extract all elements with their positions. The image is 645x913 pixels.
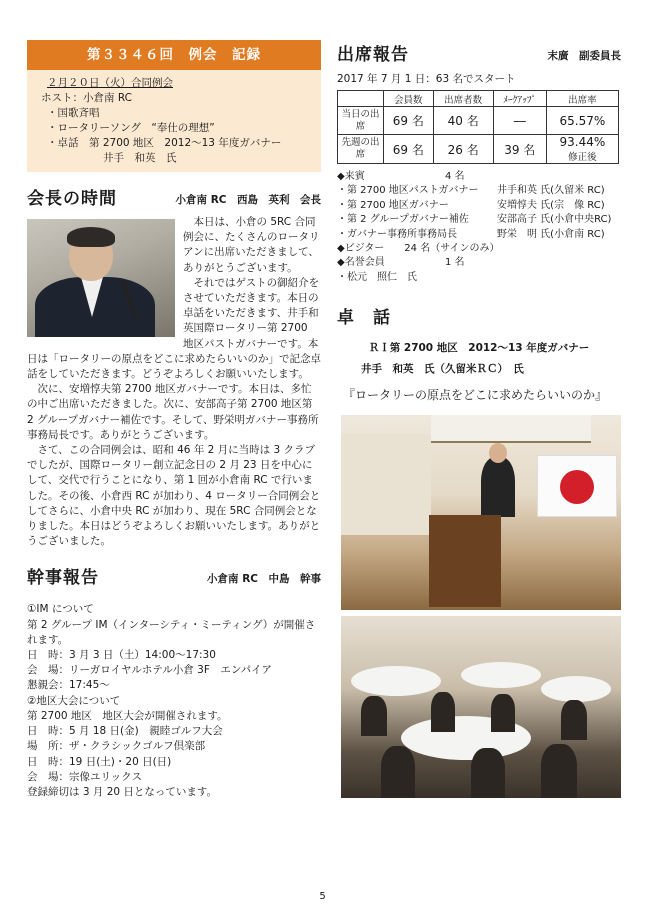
table-header: 出席率 — [546, 91, 618, 107]
guests-count: 4 名 — [445, 171, 465, 182]
rate-value: 93.44% — [559, 135, 606, 149]
guests-header: ◆来賓 — [337, 171, 365, 182]
secretary-byline: 小倉南 RC 中島 幹事 — [207, 573, 321, 586]
speech-photo — [341, 415, 621, 610]
makeup-cell: ― — [493, 107, 546, 135]
rate-cell: 65.57% — [546, 107, 618, 135]
table-header: ﾒｰｸｱｯﾌﾟ — [493, 91, 546, 107]
program-item: ・卓話 第 2700 地区 2012～13 年度ガバナー — [47, 137, 282, 149]
attendance-table — [337, 90, 619, 164]
report-line: 日 時：5 月 18 日(金) 親睦ゴルフ大会 — [27, 725, 223, 738]
guest-name: 安増惇夫 氏(宗 像 RC) — [497, 199, 605, 211]
rate-note: 修正後 — [568, 152, 597, 163]
guest-name: 野栄 明 氏(小倉南 RC) — [497, 228, 605, 240]
honorary-header: ◆名誉会員 — [337, 257, 385, 269]
president-byline: 小倉南 RC 西島 英利 会長 — [175, 194, 321, 206]
left-column — [27, 40, 321, 800]
attendance-byline: 末廣 副委員長 — [547, 50, 621, 62]
president-title: 会長の時間 — [27, 189, 117, 209]
members-cell: 69 名 — [384, 107, 434, 135]
row-label: 当日の出席 — [338, 107, 384, 135]
report-line: 懇親会：17:45～ — [27, 679, 110, 692]
table-header-row — [338, 91, 619, 107]
right-column — [337, 40, 621, 798]
program-item: ・ロータリーソング “奉仕の理想” — [47, 122, 215, 134]
report-line: 日 時：3 月 3 日（土）14:00～17:30 — [27, 649, 216, 662]
secretary-title: 幹事報告 — [27, 568, 99, 589]
report-line: 会 場：宗像ユリックス — [27, 770, 142, 783]
report-line: ①IM について — [27, 603, 94, 616]
report-line: 日 時：19 日(土)・20 日(日) — [27, 755, 172, 768]
table-header: 出席者数 — [433, 91, 493, 107]
president-header — [27, 184, 321, 209]
talk-speaker-name: 井手 和英 氏（久留米ＲＣ） 氏 — [361, 363, 524, 376]
page-number: 5 — [319, 891, 326, 902]
honorary-count: 1 名 — [445, 257, 465, 269]
report-line: 場 所：ザ・クラシックゴルフ倶楽部 — [27, 740, 206, 753]
guest-role: ・第 2700 地区ガバナー — [337, 199, 449, 211]
guest-role: ・ガバナー事務所事務局長 — [337, 228, 457, 240]
speech-paragraph: さて、この合同例会は、昭和 46 年 2 月に当時は 3 クラブでしたが、国際ロータリー創立記念日の 2 月 23 日を中心にして、交代で行うことになり、第 1 回が小倉南 RC で行いました。その後、小倉西 RC が加わり、4 ロータリー合同例会としてさらに、小倉中央 RC が加わり、現在 5RC 合同例会となりました。本日はどうぞよろしくお願いいたします。ありがとうございました。 — [27, 444, 321, 548]
program-item: ・国歌斉唱 — [47, 107, 100, 119]
table-header — [338, 91, 384, 107]
guest-name: 井手和英 氏(久留米 RC) — [497, 185, 605, 197]
talk-speaker-role: ＲＩ第 2700 地区 2012～13 年度ガバナー — [368, 342, 590, 355]
report-line: 登録締切は 3 月 20 日となっています。 — [27, 785, 218, 798]
members-cell: 69 名 — [384, 135, 434, 164]
visitors-line: ◆ビジター 24 名（サインのみ） — [337, 243, 500, 255]
meeting-banner: 第３３４６回 例会 記録 — [27, 40, 321, 70]
report-line: 第 2 グループ IM（インターシティ・ミーティング）が開催されます。 — [27, 618, 316, 646]
report-line: 第 2700 地区 地区大会が開催されます。 — [27, 709, 228, 722]
secretary-report — [27, 602, 321, 800]
meeting-date: ２月２０日（火）合同例会 — [47, 77, 173, 89]
attendance-header — [337, 40, 621, 65]
present-cell: 40 名 — [433, 107, 493, 135]
guest-list — [337, 170, 621, 285]
report-line: 会 場：リーガロイヤルホテル小倉 3F エンパイア — [27, 664, 272, 677]
program-speaker: 井手 和英 氏 — [103, 152, 177, 164]
report-line: ②地区大会について — [27, 694, 121, 707]
talk-topic: 『ロータリーの原点をどこに求めたらいいのか』 — [343, 388, 608, 403]
speech-paragraph: 次に、安増惇夫第 2700 地区ガバナーです。本日は、多忙の中ご出席いただきました。次に、安部高子第 2700 地区第 2 グループガバナー補佐です。そして、野栄明ガバナー事務所事務局長です。ありがとうございます。 — [27, 383, 319, 441]
attendance-title: 出席報告 — [337, 45, 409, 65]
row-label: 先週の出席 — [338, 135, 384, 164]
makeup-cell: 39 名 — [493, 135, 546, 164]
secretary-header — [27, 563, 321, 588]
guest-name: 安部高子 氏(小倉中央RC) — [497, 214, 612, 226]
president-photo — [27, 219, 175, 337]
table-row — [338, 135, 619, 164]
guest-role: ・第 2 グループガバナー補佐 — [337, 214, 469, 226]
talk-title: 卓 話 — [337, 308, 391, 329]
guest-role: ・第 2700 地区パストガバナー — [337, 185, 479, 197]
table-header: 会員数 — [384, 91, 434, 107]
meeting-host: ホスト：小倉南 RC — [41, 92, 132, 104]
honorary-name: ・松元 照仁 氏 — [337, 271, 417, 283]
meeting-program — [27, 70, 321, 172]
rate-cell — [546, 135, 618, 164]
president-speech — [27, 215, 321, 549]
speech-paragraph: それではゲストの御紹介をさせていただきます。本日の卓話をいただきます、井手和英国際ロータリー第 2700 地区パストガバナーです。本日は「ロータリーの原点をどこに求めたらいいのか」で記念卓話をしていただきます。どうぞよろしくお願いいたします。 — [27, 276, 321, 381]
audience-photo — [341, 616, 621, 798]
attendance-start-note: 2017 年 7 月 1 日：63 名でスタート — [337, 73, 516, 85]
speech-paragraph: 本日は、小倉の 5RC 合同例会に、たくさんのロータリアンに出席いただきまして、ありがとうございます。 — [183, 216, 320, 274]
present-cell: 26 名 — [433, 135, 493, 164]
table-row — [338, 107, 619, 135]
